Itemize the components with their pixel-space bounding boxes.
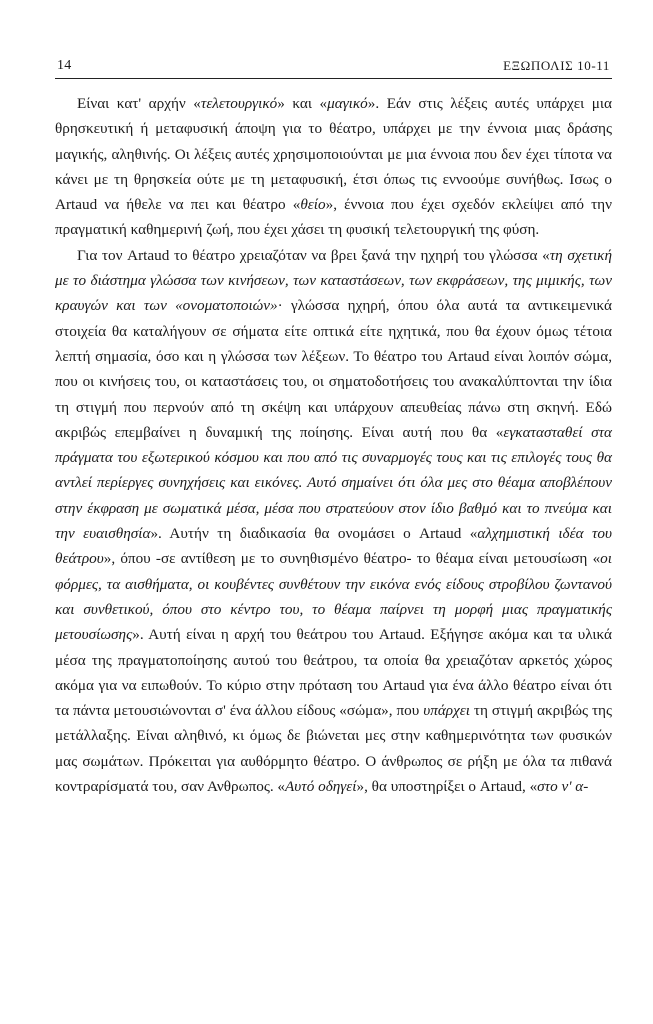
- italic-text-run: στο ν' α-: [537, 778, 589, 796]
- italic-text-run: θείο: [300, 196, 326, 214]
- text-run: · γλώσσα ηχηρή, όπου όλα αυτά τα αντικειμενικά στοιχεία θα καταλήγουν σε σήματα είτε οπτικά είτε ηχητικά, που θα έχουν όμως τέτοια λεπτή σημασία, όσο και η γλώσσα των λέξεων. Το θέατρο του Artaud είναι λοιπόν σώμα, που οι κινήσεις του, οι καταστάσεις του, οι σηματοδοτήσεις του ανακαλύπτονται την ίδια τη στιγμή που περνούν από τη σκέψη και υπάρχουν απευθείας πάνω στη σκηνή. Εδώ ακριβώς επεμβαίνει η δυναμική της ποίησης. Είναι αυτή που θα «: [55, 297, 613, 441]
- text-run: ». Εάν στις λέξεις αυτές υπάρχει μια θρησκευτική ή μεταφυσική άποψη για το θέατρο, υπάρχει με την έννοια μιας δράσης μαγικής, αληθινής. Οι λέξεις αυτές χρησιμοποιούνται με μια έννοια που δεν έχει τίποτα να κάνει με τη θρησκεία ούτε με τη μεταφυσική, έτσι όπως τις εννοούμε συνήθως. Ισως ο Artaud να ήθελε να πει και θέατρο «: [55, 95, 612, 214]
- paragraph-2: [55, 243, 612, 800]
- text-run: Για τον Artaud το θέατρο χρειαζόταν να βρει ξανά την ηχηρή του γλώσσα «: [77, 246, 550, 264]
- italic-text-run: μαγικό: [327, 95, 368, 112]
- text-run: ». Αυτή είναι η αρχή του θεάτρου του Artaud. Εξήγησε ακόμα και τα υλικά μέσα της πραγματοποίησης αυτού του θεάτρου, τα οποία θα χρειαζόταν αρκετός χώρος ακόμα για να ειπωθούν. Το κύριο στην πρόταση του Artaud για ένα άλλο θέατρο είναι ότι τα πάντα μετουσιώνονται σ' ένα άλλου είδους «σώμα», που: [55, 626, 612, 720]
- text-run: », θα υποστηρίξει ο Artaud, «: [356, 778, 538, 796]
- italic-text-run: εγκατασταθεί στα πράγματα του εξωτερικού κόσμου και που από τις συναρμογές τους και τις επιλογές τους θα αντλεί περίεργες συνηχήσεις και εικόνες. Αυτό σημαίνει ότι όλα μες στο θέαμα αποβλέπουν στην έκφραση με σωματικά μέσα, μέσα που στρατεύουν στον ίδιο βαθμό και το πνεύμα και την ευαισθησία: [55, 423, 612, 543]
- italic-text-run: τελετουργικό: [200, 95, 278, 112]
- paragraph-1: [55, 91, 612, 243]
- text-run: », έννοια που έχει σχεδόν εκλείψει από την πραγματική καθημερινή ζωή, που έχει χάσει τη φυσική τελετουργική της φύση.: [55, 196, 612, 239]
- text-run: Είναι κατ' αρχήν «: [77, 95, 201, 112]
- italic-text-run: οι φόρμες, τα αισθήματα, οι κουβέντες συνθέτουν την εικόνα ενός είδους στροβίλου ζωντανού και συνθετικού, όπου στο κέντρο του, το θέαμα παίρνει τη μορφή μιας πραγματικής μετουσίωσης: [55, 550, 612, 644]
- italic-text-run: αλχημιστική ιδέα του θεάτρου: [55, 525, 612, 568]
- document-page: [55, 58, 612, 799]
- text-run: τη στιγμή ακριβώς της μετάλλαξης. Είναι αληθινό, κι όμως δε βιώνεται μες στην καθημερινότητα των φυσικών μας σωμάτων. Πρόκειται για αυθόρμητο θέατρο. Ο άνθρωπος σε ρήξη με όλα τα πιθανά κοντραρίσματά του, σαν Ανθρωπος. «: [55, 702, 612, 796]
- text-run: » και «: [277, 95, 328, 112]
- running-head: ΕΞΩΠΟΛΙΣ 10-11: [503, 58, 610, 73]
- text-run: », όπου -σε αντίθεση με το συνηθισμένο θέατρο- το θέαμα είναι μετουσίωση «: [103, 550, 601, 568]
- body-text: [55, 91, 612, 799]
- italic-text-run: Αυτό οδηγεί: [285, 778, 357, 796]
- italic-text-run: τη σχετική με το διάστημα γλώσσα των κινήσεων, των καταστάσεων, των εκφράσεων, της μιμικής, των κραυγών και των «ονοματοποιών»: [55, 246, 612, 315]
- italic-text-run: υπάρχει: [423, 702, 470, 720]
- page-header: [55, 58, 612, 79]
- page-number: 14: [57, 58, 72, 73]
- text-run: ». Αυτήν τη διαδικασία θα ονομάσει ο Artaud «: [150, 525, 478, 543]
